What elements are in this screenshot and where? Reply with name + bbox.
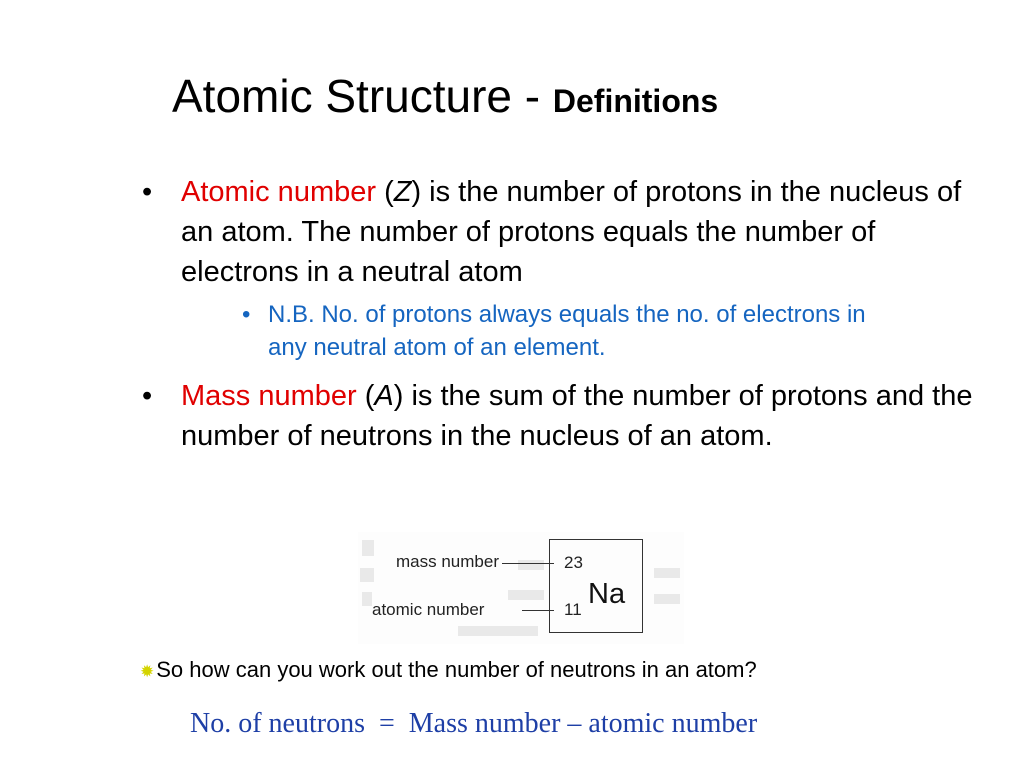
bullet-mass-number [140, 376, 990, 456]
bullet-marker: • [142, 380, 153, 412]
question-text: So how can you work out the number of neutrons in an atom? [156, 657, 757, 682]
element-symbol: Na [588, 578, 626, 610]
element-notation-figure [358, 532, 684, 644]
atomic-value: 11 [564, 600, 582, 619]
neutron-formula: No. of neutrons = Mass number – atomic number [190, 708, 758, 739]
open-paren: ( [376, 176, 394, 208]
slide-title [172, 64, 892, 133]
atomic-number-label: atomic number [372, 600, 485, 619]
question-line [140, 655, 757, 687]
note-text: N.B. No. of protons always equals the no. of electrons in any neutral atom of an element. [268, 301, 866, 361]
mass-number-label: mass number [396, 552, 499, 571]
title-sub: Definitions [552, 83, 719, 119]
open-paren: ( [356, 380, 375, 412]
term-atomic-number: Atomic number [181, 176, 377, 208]
bullet-marker: • [242, 301, 251, 328]
bullet-list [140, 172, 990, 462]
symbol-z: Z [393, 176, 412, 208]
definition-text: ) is the sum of the number of protons and the number of neutrons in the nucleus of an atom. [181, 380, 973, 452]
element-box [549, 539, 643, 633]
term-mass-number: Mass number [181, 380, 357, 412]
mass-pointer-line [502, 563, 554, 564]
title-main: Atomic Structure - [172, 70, 541, 122]
sun-bullet-icon: ✹ [140, 662, 155, 681]
mass-value: 23 [564, 553, 583, 572]
bullet-marker: • [142, 176, 153, 208]
symbol-a: A [374, 380, 394, 412]
note-bullet [140, 298, 990, 364]
definition-text: ) is the number of protons in the nucleus of an atom. The number of protons equals the number of electrons in a neutral atom [181, 176, 962, 288]
bullet-atomic-number [140, 172, 990, 292]
